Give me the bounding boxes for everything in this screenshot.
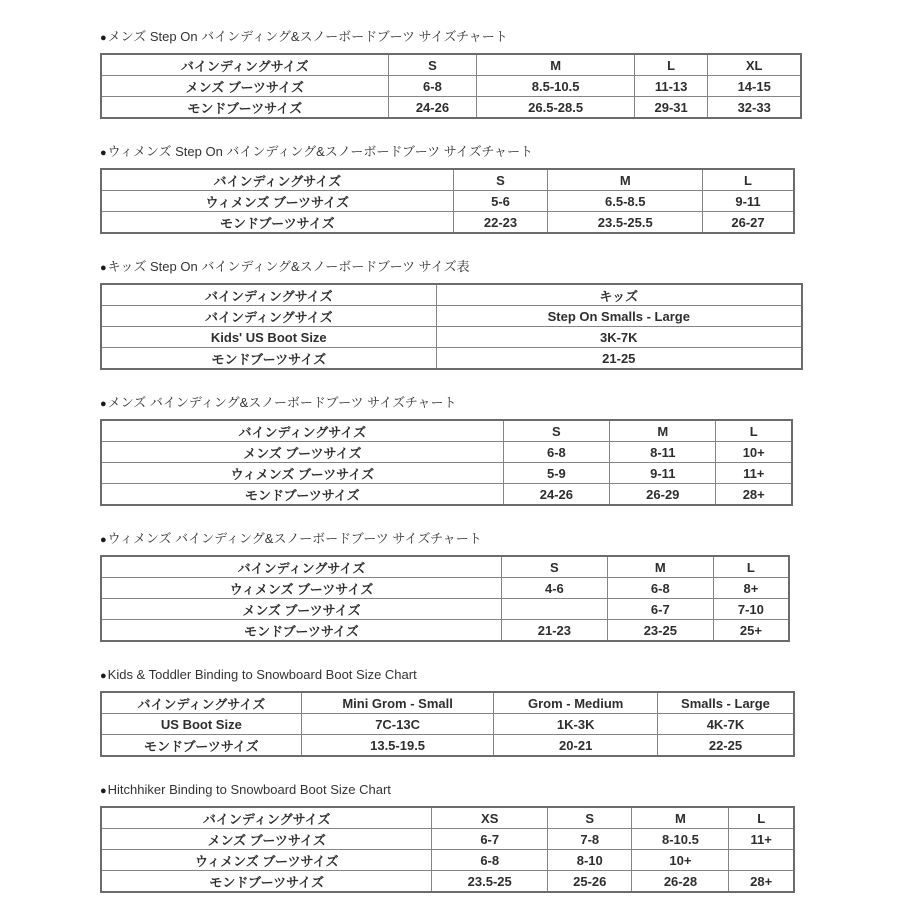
column-header-cell: バインディングサイズ <box>101 284 436 306</box>
header-row <box>101 556 789 578</box>
section-kids-step-on <box>100 259 900 370</box>
section-title <box>100 144 900 161</box>
size-value-cell: 6-7 <box>607 599 713 620</box>
section-kids-toddler-binding <box>100 667 900 757</box>
size-value-cell: 4K-7K <box>657 714 794 735</box>
mens-step-on-size-table <box>100 53 802 119</box>
row-label-cell: Kids' US Boot Size <box>101 327 436 348</box>
womens-binding-size-table <box>100 555 790 642</box>
section-title <box>100 29 900 46</box>
column-header-cell: Mini Grom - Small <box>301 692 494 714</box>
row-label-cell: バインディングサイズ <box>101 306 436 327</box>
column-header-cell: Grom - Medium <box>494 692 658 714</box>
column-header-cell: M <box>632 807 729 829</box>
column-header-cell: S <box>453 169 548 191</box>
column-header-cell: S <box>501 556 607 578</box>
size-value-cell: 26-27 <box>703 212 794 234</box>
section-title-text: Hitchhiker Binding to Snowboard Boot Size Chart <box>107 782 391 797</box>
table-row <box>101 97 801 119</box>
hitchhiker-binding-size-table <box>100 806 795 893</box>
bullet-icon: ● <box>100 670 107 682</box>
size-value-cell <box>501 599 607 620</box>
size-value-cell: 21-23 <box>501 620 607 642</box>
size-value-cell: 5-9 <box>503 463 609 484</box>
size-value-cell: 28+ <box>729 871 794 893</box>
column-header-cell: Smalls - Large <box>657 692 794 714</box>
column-header-cell: バインディングサイズ <box>101 420 503 442</box>
size-value-cell: 9-11 <box>610 463 716 484</box>
header-row <box>101 284 802 306</box>
row-label-cell: モンドブーツサイズ <box>101 620 501 642</box>
row-label-cell: モンドブーツサイズ <box>101 871 432 893</box>
size-value-cell: 26.5-28.5 <box>477 97 635 119</box>
row-label-cell: メンズ ブーツサイズ <box>101 76 388 97</box>
size-value-cell: 28+ <box>716 484 792 506</box>
size-value-cell: 20-21 <box>494 735 658 757</box>
size-value-cell <box>729 850 794 871</box>
table-row <box>101 191 794 212</box>
section-title-text: メンズ Step On バインディング&スノーボードブーツ サイズチャート <box>107 29 508 44</box>
table-row <box>101 871 794 893</box>
column-header-cell: M <box>548 169 703 191</box>
table-row <box>101 735 794 757</box>
size-value-cell: 6-8 <box>607 578 713 599</box>
column-header-cell: L <box>716 420 792 442</box>
kids-step-on-size-table <box>100 283 803 370</box>
section-title-text: メンズ バインディング&スノーボードブーツ サイズチャート <box>107 395 457 410</box>
table-row <box>101 829 794 850</box>
bullet-icon: ● <box>100 398 107 410</box>
section-title <box>100 259 900 276</box>
bullet-icon: ● <box>100 534 107 546</box>
row-label-cell: モンドブーツサイズ <box>101 97 388 119</box>
size-value-cell: Step On Smalls - Large <box>436 306 802 327</box>
size-value-cell: 23.5-25 <box>432 871 548 893</box>
bullet-icon: ● <box>100 262 107 274</box>
bullet-icon: ● <box>100 147 107 159</box>
column-header-cell: バインディングサイズ <box>101 169 453 191</box>
size-value-cell: 25-26 <box>548 871 632 893</box>
section-title <box>100 667 900 684</box>
section-title-text: ウィメンズ バインディング&スノーボードブーツ サイズチャート <box>107 531 482 546</box>
table-row <box>101 442 792 463</box>
size-value-cell: 6-8 <box>503 442 609 463</box>
header-row <box>101 692 794 714</box>
size-value-cell: 23.5-25.5 <box>548 212 703 234</box>
column-header-cell: M <box>607 556 713 578</box>
table-row <box>101 484 792 506</box>
row-label-cell: メンズ ブーツサイズ <box>101 599 501 620</box>
size-value-cell: 6.5-8.5 <box>548 191 703 212</box>
table-row <box>101 578 789 599</box>
column-header-cell: S <box>503 420 609 442</box>
size-value-cell: 11+ <box>729 829 794 850</box>
size-value-cell: 7-10 <box>713 599 789 620</box>
size-value-cell: 24-26 <box>503 484 609 506</box>
table-row <box>101 463 792 484</box>
row-label-cell: メンズ ブーツサイズ <box>101 442 503 463</box>
column-header-cell: M <box>610 420 716 442</box>
table-row <box>101 620 789 642</box>
kids-toddler-binding-size-table <box>100 691 795 757</box>
section-hitchhiker-binding <box>100 782 900 893</box>
size-value-cell: 26-29 <box>610 484 716 506</box>
section-mens-step-on <box>100 29 900 119</box>
size-value-cell: 10+ <box>716 442 792 463</box>
section-title-text: キッズ Step On バインディング&スノーボードブーツ サイズ表 <box>107 259 470 274</box>
row-label-cell: ウィメンズ ブーツサイズ <box>101 191 453 212</box>
table-row <box>101 348 802 370</box>
size-value-cell: 10+ <box>632 850 729 871</box>
size-value-cell: 24-26 <box>388 97 477 119</box>
column-header-cell: バインディングサイズ <box>101 807 432 829</box>
size-value-cell: 32-33 <box>708 97 801 119</box>
bullet-icon: ● <box>100 32 107 44</box>
section-womens-binding <box>100 531 900 642</box>
size-value-cell: 11-13 <box>634 76 708 97</box>
size-value-cell: 22-25 <box>657 735 794 757</box>
header-row <box>101 420 792 442</box>
table-row <box>101 327 802 348</box>
table-row <box>101 599 789 620</box>
column-header-cell: S <box>388 54 477 76</box>
size-value-cell: 23-25 <box>607 620 713 642</box>
column-header-cell: L <box>634 54 708 76</box>
column-header-cell: バインディングサイズ <box>101 54 388 76</box>
section-title-text: Kids & Toddler Binding to Snowboard Boot Size Chart <box>107 667 417 682</box>
size-value-cell: 8+ <box>713 578 789 599</box>
size-value-cell: 21-25 <box>436 348 802 370</box>
column-header-cell: L <box>729 807 794 829</box>
row-label-cell: モンドブーツサイズ <box>101 484 503 506</box>
size-value-cell: 8.5-10.5 <box>477 76 635 97</box>
section-womens-step-on <box>100 144 900 234</box>
column-header-cell: L <box>713 556 789 578</box>
size-value-cell: 8-10 <box>548 850 632 871</box>
size-value-cell: 8-10.5 <box>632 829 729 850</box>
column-header-cell: バインディングサイズ <box>101 556 501 578</box>
table-row <box>101 306 802 327</box>
size-value-cell: 4-6 <box>501 578 607 599</box>
table-row <box>101 76 801 97</box>
row-label-cell: モンドブーツサイズ <box>101 735 301 757</box>
size-value-cell: 7-8 <box>548 829 632 850</box>
column-header-cell: M <box>477 54 635 76</box>
size-value-cell: 14-15 <box>708 76 801 97</box>
table-row <box>101 850 794 871</box>
size-value-cell: 6-7 <box>432 829 548 850</box>
column-header-cell: XS <box>432 807 548 829</box>
column-header-cell: XL <box>708 54 801 76</box>
size-value-cell: 25+ <box>713 620 789 642</box>
size-value-cell: 9-11 <box>703 191 794 212</box>
section-title <box>100 531 900 548</box>
row-label-cell: US Boot Size <box>101 714 301 735</box>
mens-binding-size-table <box>100 419 793 506</box>
column-header-cell: バインディングサイズ <box>101 692 301 714</box>
section-title <box>100 782 900 799</box>
size-value-cell: 6-8 <box>388 76 477 97</box>
header-row <box>101 54 801 76</box>
size-value-cell: 11+ <box>716 463 792 484</box>
size-value-cell: 7C-13C <box>301 714 494 735</box>
bullet-icon: ● <box>100 785 107 797</box>
table-row <box>101 714 794 735</box>
womens-step-on-size-table <box>100 168 795 234</box>
size-value-cell: 1K-3K <box>494 714 658 735</box>
header-row <box>101 169 794 191</box>
column-header-cell: S <box>548 807 632 829</box>
size-value-cell: 13.5-19.5 <box>301 735 494 757</box>
size-value-cell: 6-8 <box>432 850 548 871</box>
section-title <box>100 395 900 412</box>
size-value-cell: 26-28 <box>632 871 729 893</box>
section-title-text: ウィメンズ Step On バインディング&スノーボードブーツ サイズチャート <box>107 144 534 159</box>
size-value-cell: 8-11 <box>610 442 716 463</box>
section-mens-binding <box>100 395 900 506</box>
header-row <box>101 807 794 829</box>
row-label-cell: ウィメンズ ブーツサイズ <box>101 578 501 599</box>
table-row <box>101 212 794 234</box>
size-value-cell: 5-6 <box>453 191 548 212</box>
column-header-cell: キッズ <box>436 284 802 306</box>
row-label-cell: モンドブーツサイズ <box>101 348 436 370</box>
column-header-cell: L <box>703 169 794 191</box>
row-label-cell: ウィメンズ ブーツサイズ <box>101 850 432 871</box>
row-label-cell: モンドブーツサイズ <box>101 212 453 234</box>
size-value-cell: 29-31 <box>634 97 708 119</box>
size-value-cell: 22-23 <box>453 212 548 234</box>
row-label-cell: メンズ ブーツサイズ <box>101 829 432 850</box>
size-value-cell: 3K-7K <box>436 327 802 348</box>
row-label-cell: ウィメンズ ブーツサイズ <box>101 463 503 484</box>
